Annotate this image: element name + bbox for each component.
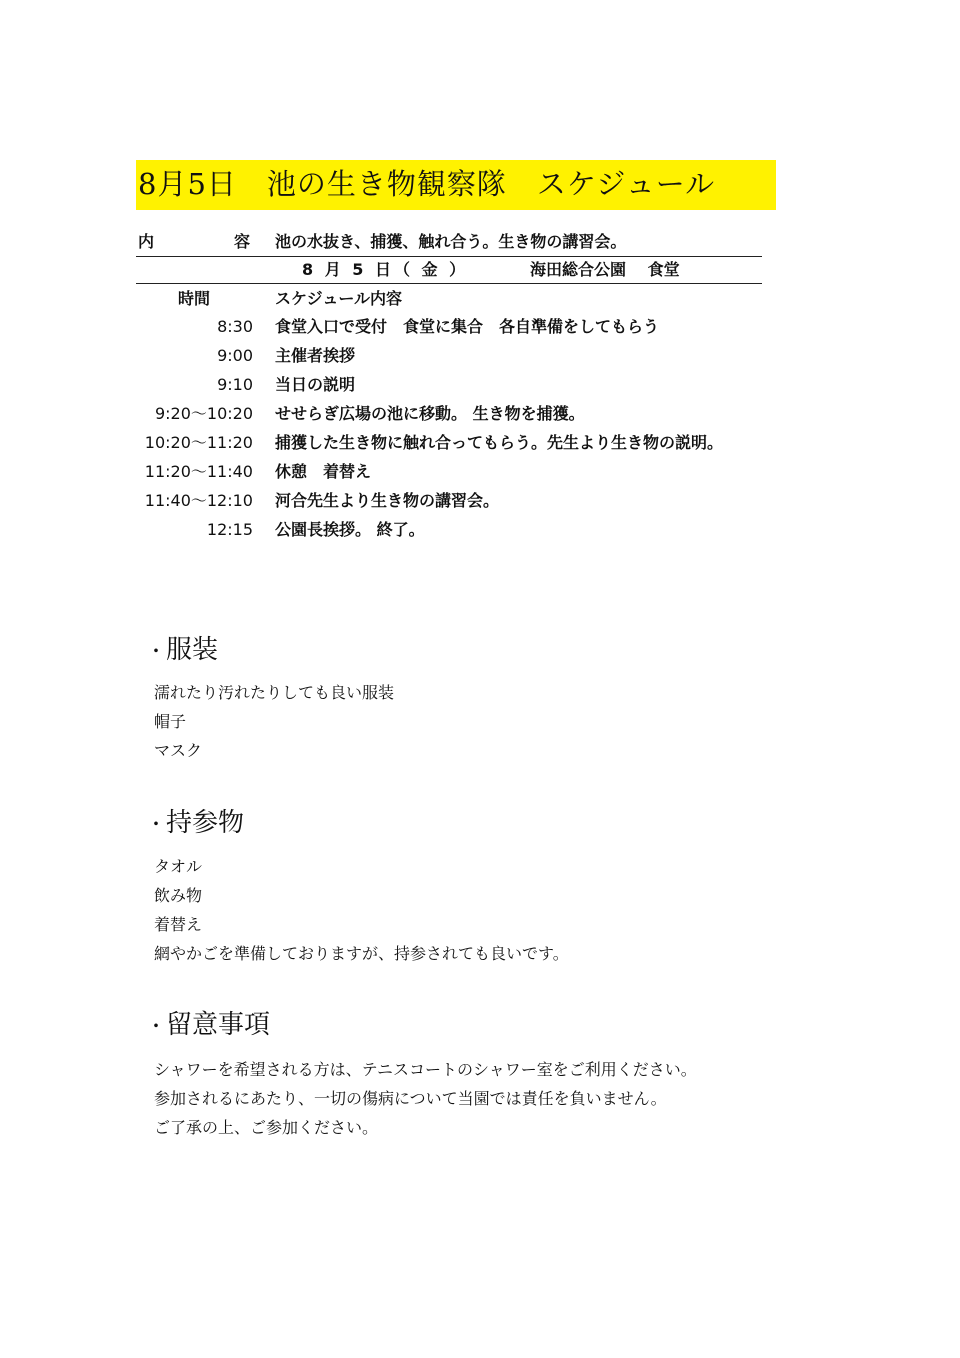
bullet-marker: ・	[146, 1014, 166, 1038]
schedule-header-content: スケジュール内容	[275, 289, 403, 308]
schedule-content: せせらぎ広場の池に移動。 生き物を捕獲。	[275, 404, 585, 423]
schedule-content: 公園長挨拶。 終了。	[275, 520, 425, 539]
content-label-right: 容	[234, 232, 251, 251]
notes-list	[154, 1055, 697, 1142]
schedule-time: 11:20～11:40	[144, 462, 253, 481]
schedule-row	[100, 345, 780, 374]
schedule-content: 当日の説明	[275, 375, 356, 394]
belongings-heading	[146, 806, 244, 841]
list-item: ご了承の上、ご参加ください。	[154, 1118, 379, 1137]
event-venue: 海田総合公園 食堂	[530, 260, 680, 279]
page-title: 8月5日 池の生き物観察隊 スケジュール	[138, 167, 716, 201]
schedule-row	[100, 461, 780, 490]
divider-bottom	[136, 283, 762, 284]
schedule-header-time: 時間	[178, 289, 211, 308]
schedule-row	[100, 519, 780, 548]
schedule-content: 食堂入口で受付 食堂に集合 各自準備をしてもらう	[275, 317, 660, 336]
schedule-row	[100, 432, 780, 461]
notes-heading-text: 留意事項	[166, 1010, 271, 1040]
schedule-time: 11:40～12:10	[144, 491, 253, 510]
schedule-time: 9:10	[217, 375, 253, 394]
list-item: タオル	[154, 857, 203, 876]
schedule-row	[100, 374, 780, 403]
event-date: 8 月 5 日（ 金 ）	[302, 260, 469, 279]
bullet-marker: ・	[146, 812, 166, 836]
schedule-time: 12:15	[206, 520, 253, 539]
schedule-row	[100, 490, 780, 519]
list-item: 着替え	[154, 915, 203, 934]
schedule-content: 休憩 着替え	[275, 462, 372, 481]
list-item: シャワーを希望される方は、テニスコートのシャワー室をご利用ください。	[154, 1060, 697, 1079]
list-item: マスク	[154, 741, 203, 760]
belongings-list	[154, 852, 569, 968]
clothing-list	[154, 678, 394, 765]
divider-top	[136, 256, 762, 257]
list-item: 網やかごを準備しておりますが、持参されても良いです。	[154, 944, 569, 963]
event-content: 池の水抜き、捕獲、触れ合う。生き物の講習会。	[275, 232, 627, 251]
list-item: 帽子	[154, 712, 187, 731]
schedule-content: 捕獲した生き物に触れ合ってもらう。先生より生き物の説明。	[275, 433, 724, 452]
schedule-time: 9:20～10:20	[154, 404, 253, 423]
schedule-row	[100, 403, 780, 432]
bullet-marker: ・	[146, 639, 166, 663]
list-item: 濡れたり汚れたりしても良い服装	[154, 683, 395, 702]
schedule-time: 9:00	[217, 346, 253, 365]
notes-heading	[146, 1008, 270, 1043]
schedule-row	[100, 316, 780, 345]
schedule-content: 主催者挨拶	[275, 346, 356, 365]
schedule-content: 河合先生より生き物の講習会。	[275, 491, 500, 510]
schedule-time: 10:20～11:20	[144, 433, 253, 452]
clothing-heading	[146, 633, 218, 668]
schedule-time: 8:30	[217, 317, 253, 336]
content-label-left: 内	[138, 232, 155, 251]
list-item: 参加されるにあたり、一切の傷病について当園では責任を負いません。	[154, 1089, 667, 1108]
list-item: 飲み物	[154, 886, 203, 905]
belongings-heading-text: 持参物	[166, 808, 245, 838]
schedule-table	[100, 316, 780, 548]
clothing-heading-text: 服装	[166, 635, 219, 665]
